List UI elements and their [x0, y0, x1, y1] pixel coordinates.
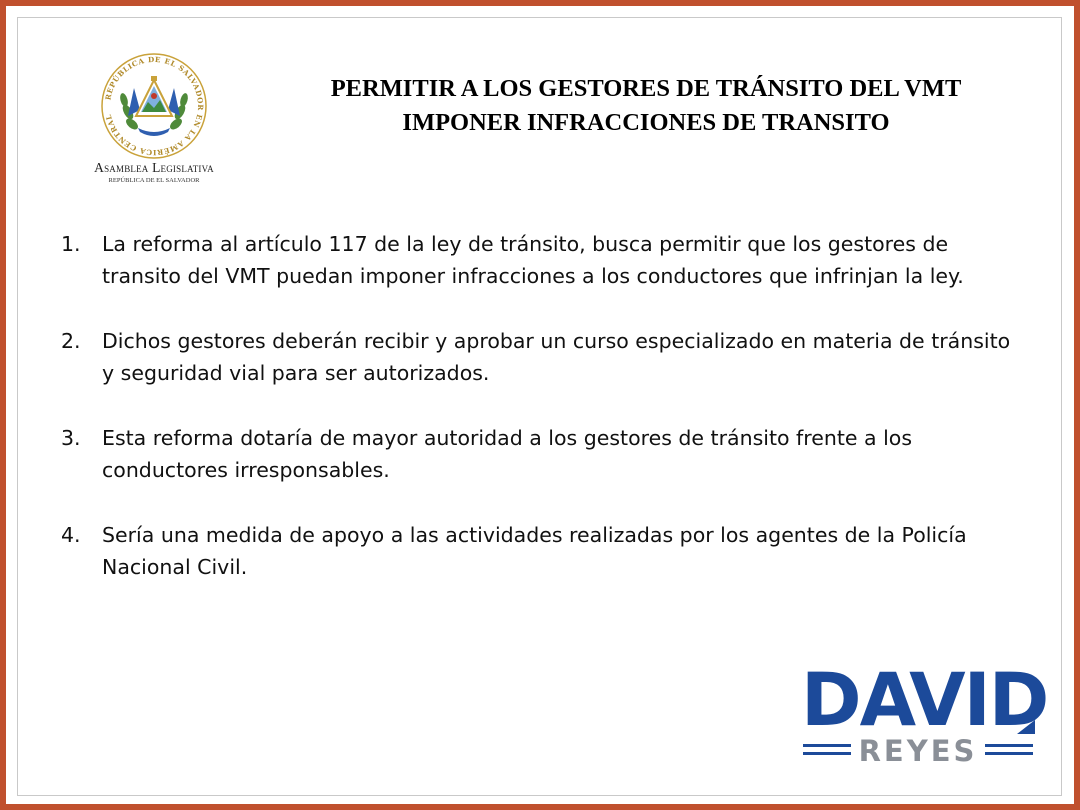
brand-name: DAVID — [801, 658, 1048, 743]
point-number: 1. — [61, 232, 81, 256]
national-coat-of-arms-icon — [98, 50, 210, 162]
point-number: 4. — [61, 523, 81, 547]
brand-bar-right-top — [985, 744, 1033, 747]
assembly-emblem — [76, 46, 236, 191]
list-item — [58, 423, 1028, 486]
title-line-1: PERMITIR A LOS GESTORES DE TRÁNSITO DEL VMT — [330, 75, 962, 102]
brand-bar-left-top — [803, 744, 851, 747]
point-text: Esta reforma dotaría de mayor autoridad a los gestores de tránsito frente a los conductores irresponsables. — [102, 426, 913, 482]
list-item — [58, 520, 1028, 583]
institution-subtitle: REPÚBLICA DE EL SALVADOR — [108, 177, 200, 184]
point-number: 3. — [61, 426, 81, 450]
point-text: Dichos gestores deberán recibir y aprobar un curso especializado en materia de tránsito y seguridad vial para ser autorizados. — [102, 329, 1011, 385]
brand-accent-triangle — [1017, 720, 1035, 734]
list-item — [58, 229, 1028, 292]
point-text: Sería una medida de apoyo a las actividades realizadas por los agentes de la Policía Nacional Civil. — [102, 523, 967, 579]
point-text: La reforma al artículo 117 de la ley de tránsito, busca permitir que los gestores de transito del VMT puedan imponer infracciones a los conductores que infrinjan la ley. — [102, 232, 964, 288]
brand-logo — [801, 658, 1048, 768]
list-item — [58, 326, 1028, 389]
brand-bar-left-bottom — [803, 752, 851, 755]
brand-bar-right-bottom — [985, 752, 1033, 755]
title-line-2: IMPONER INFRACCIONES DE TRANSITO — [402, 109, 890, 136]
institution-name: Asamblea Legislativa — [94, 160, 214, 175]
brand-surname: REYES — [858, 734, 978, 768]
point-number: 2. — [61, 329, 81, 353]
reform-points-list — [58, 229, 1028, 617]
seal-ring-text: REPÚBLICA DE EL SALVADOR EN LA AMÉRICA CENTRAL — [103, 54, 206, 158]
page-title — [256, 72, 1036, 140]
